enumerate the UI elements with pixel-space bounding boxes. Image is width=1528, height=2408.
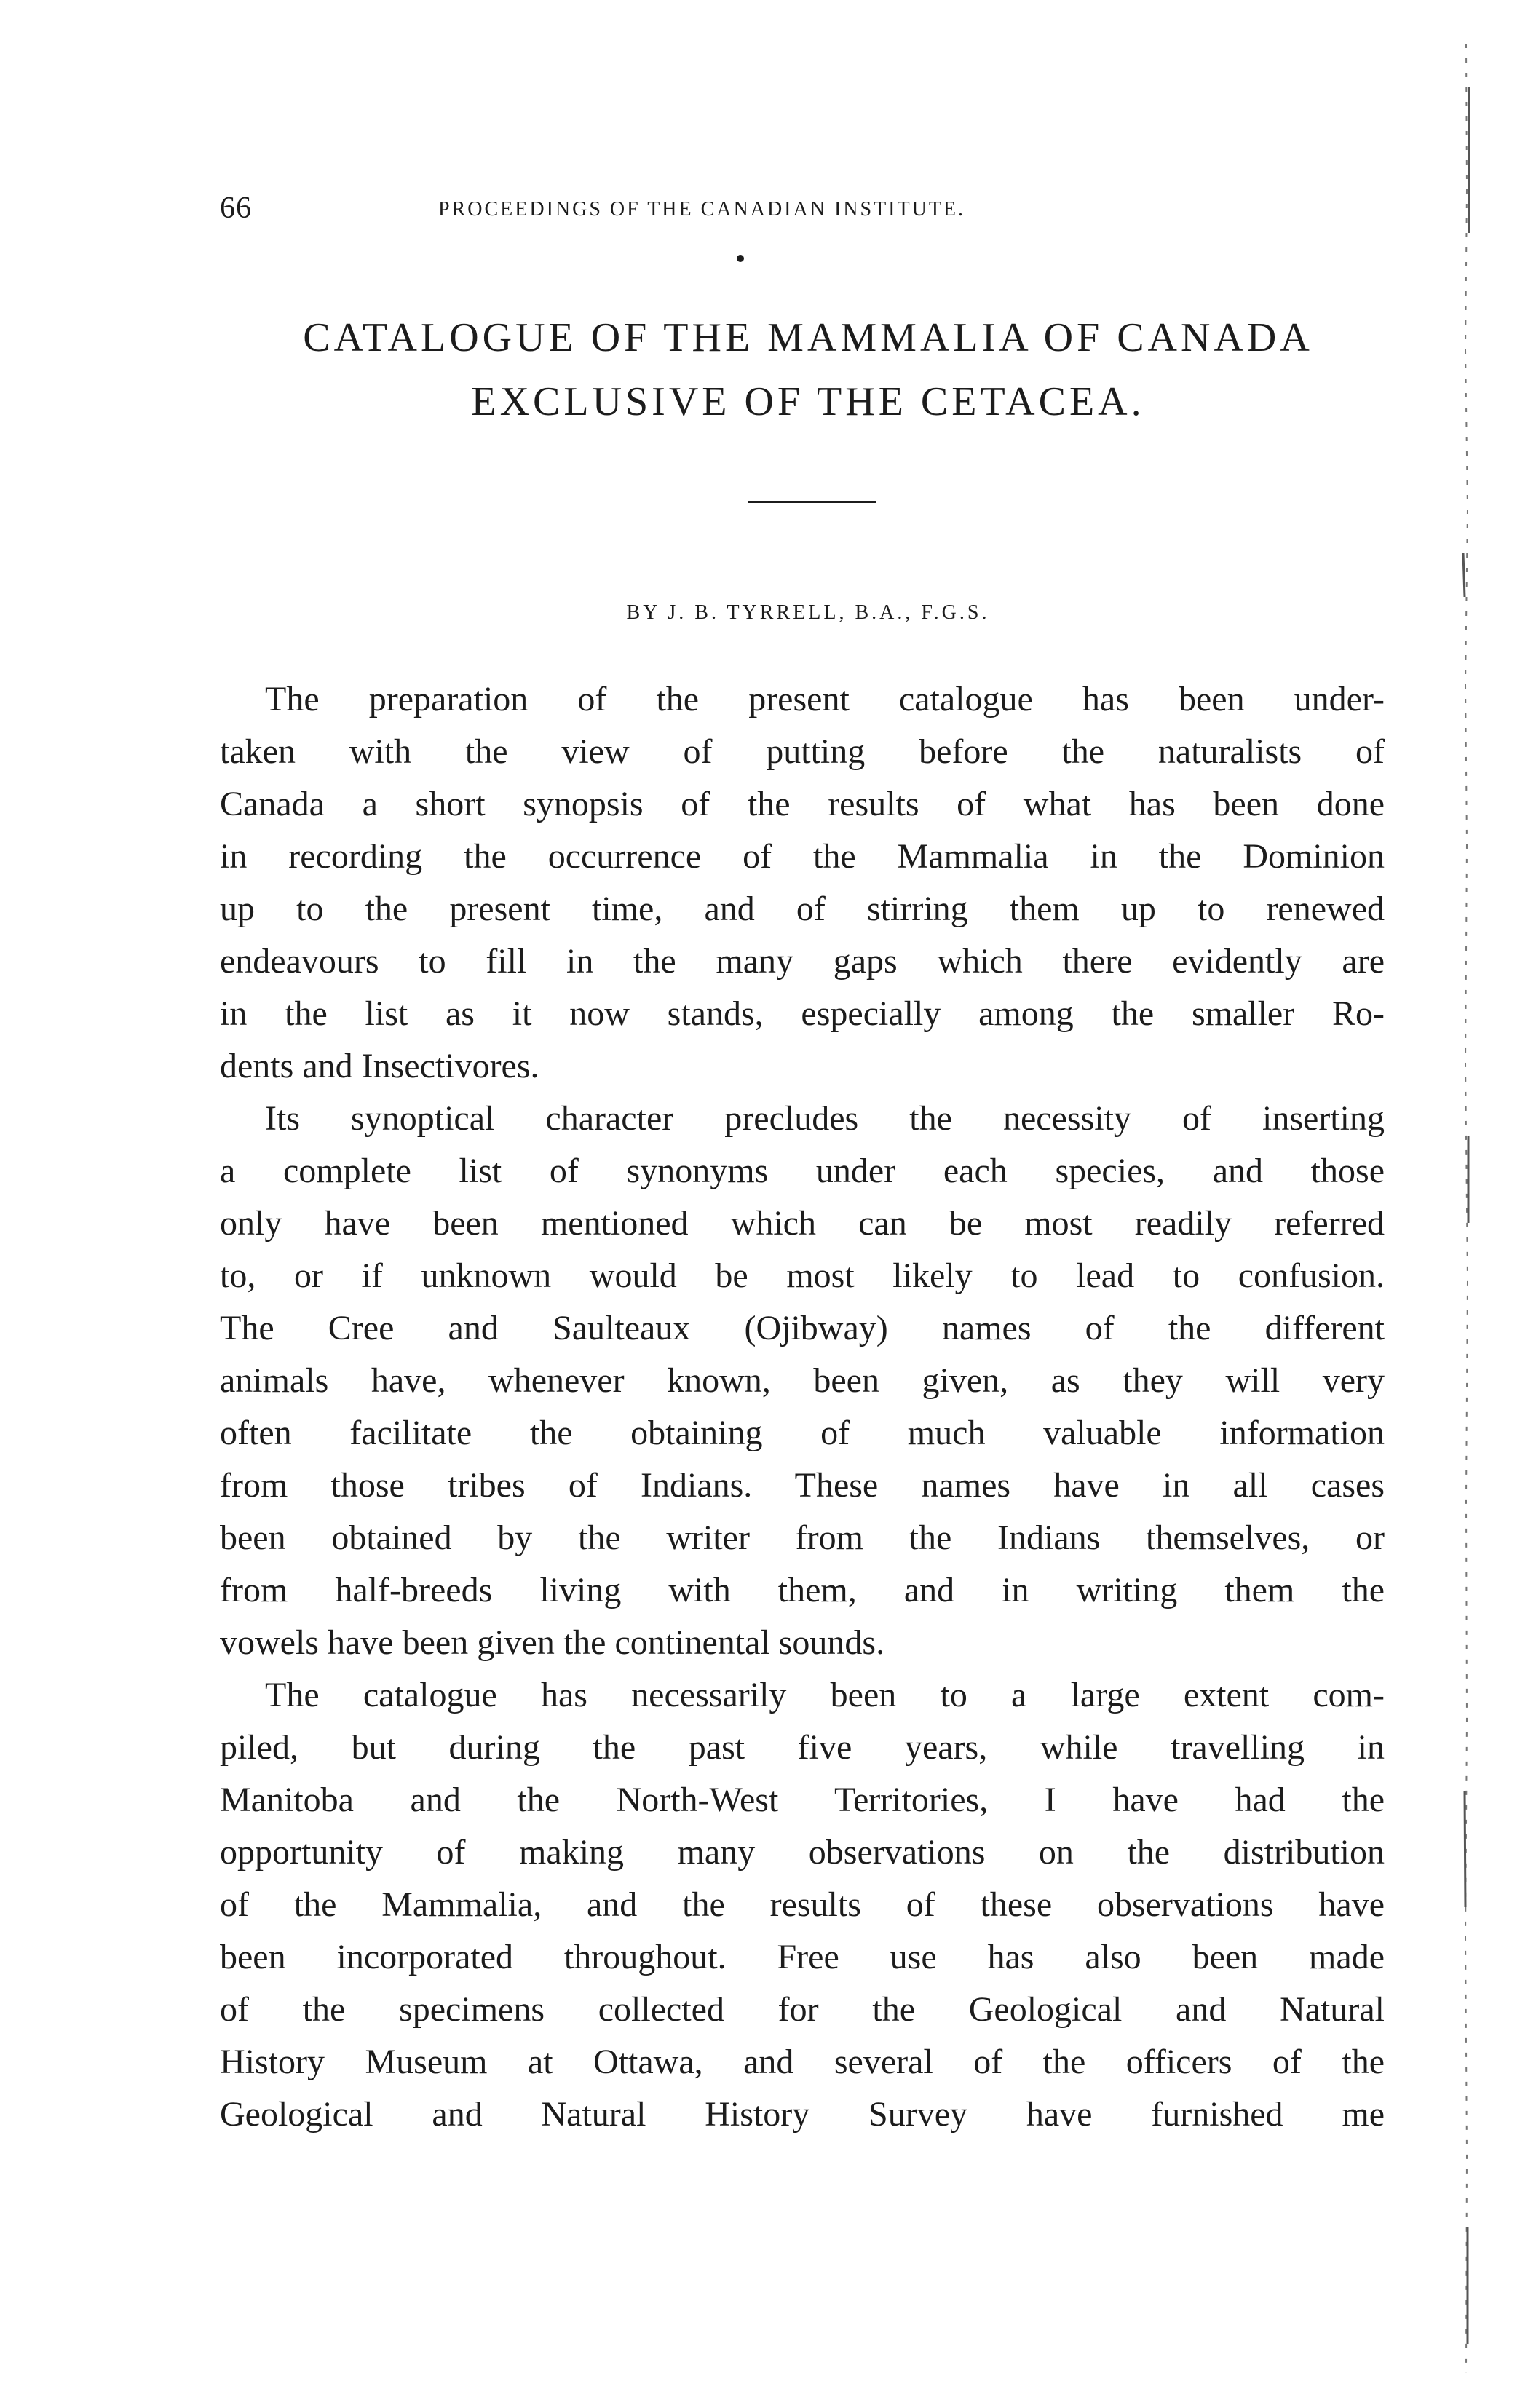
text-line: Canada a short synopsis of the results of what has been done (220, 785, 1385, 823)
text-line: up to the present time, and of stirring them up to renewed (220, 890, 1385, 928)
text-line: endeavours to fill in the many gaps which there evidently are (220, 942, 1385, 981)
paragraph (220, 673, 1385, 1093)
text-line: Geological and Natural History Survey have furnished me (220, 2095, 1385, 2134)
title-divider-rule (748, 501, 876, 503)
text-line: The preparation of the present catalogue has been under- (265, 680, 1385, 718)
text-line: The catalogue has necessarily been to a large extent com- (265, 1676, 1385, 1714)
text-line: from half-breeds living with them, and in writing them the (220, 1571, 1385, 1609)
text-line: from those tribes of Indians. These names have in all cases (220, 1466, 1385, 1505)
text-line: in recording the occurrence of the Mammalia in the Dominion (220, 837, 1385, 876)
text-line: vowels have been given the continental sounds. (220, 1623, 885, 1662)
article-title (218, 306, 1398, 434)
text-line: History Museum at Ottawa, and several of the officers of the (220, 2043, 1385, 2081)
text-line: animals have, whenever known, been given, as they will very (220, 1361, 1385, 1400)
text-line: a complete list of synonyms under each species, and those (220, 1152, 1385, 1190)
text-line: of the specimens collected for the Geological and Natural (220, 1990, 1385, 2029)
text-line: been obtained by the writer from the Indians themselves, or (220, 1518, 1385, 1557)
running-head: PROCEEDINGS OF THE CANADIAN INSTITUTE. (438, 198, 966, 221)
text-line: in the list as it now stands, especially among the smaller Ro- (220, 994, 1385, 1033)
text-line: of the Mammalia, and the results of these observations have (220, 1885, 1385, 1924)
text-line: Its synoptical character precludes the necessity of inserting (265, 1099, 1385, 1138)
paragraph (220, 1093, 1385, 1669)
text-line: only have been mentioned which can be most readily referred (220, 1204, 1385, 1243)
text-line: Manitoba and the North-West Territories, I have had the (220, 1781, 1385, 1819)
text-line: taken with the view of putting before the naturalists of (220, 732, 1385, 771)
text-line: opportunity of making many observations on the distribution (220, 1833, 1385, 1872)
text-line: to, or if unknown would be most likely to lead to confusion. (220, 1256, 1385, 1295)
text-line: dents and Insectivores. (220, 1047, 539, 1085)
ornament-dot (737, 255, 744, 262)
page-header (220, 191, 1188, 234)
article-title-line-1: CATALOGUE OF THE MAMMALIA OF CANADA (303, 315, 1313, 360)
text-line: The Cree and Saulteaux (Ojibway) names of the different (220, 1309, 1385, 1347)
page-number: 66 (220, 191, 252, 225)
text-line: piled, but during the past five years, while travelling in (220, 1728, 1385, 1767)
article-body (220, 673, 1385, 2141)
text-line: often facilitate the obtaining of much valuable information (220, 1414, 1385, 1452)
article-title-line-2: EXCLUSIVE OF THE CETACEA. (471, 379, 1145, 424)
author-byline: BY J. B. TYRRELL, B.A., F.G.S. (626, 601, 990, 624)
paragraph (220, 1669, 1385, 2141)
text-line: been incorporated throughout. Free use has also been made (220, 1938, 1385, 1976)
scan-binding-edge (1456, 44, 1476, 2373)
